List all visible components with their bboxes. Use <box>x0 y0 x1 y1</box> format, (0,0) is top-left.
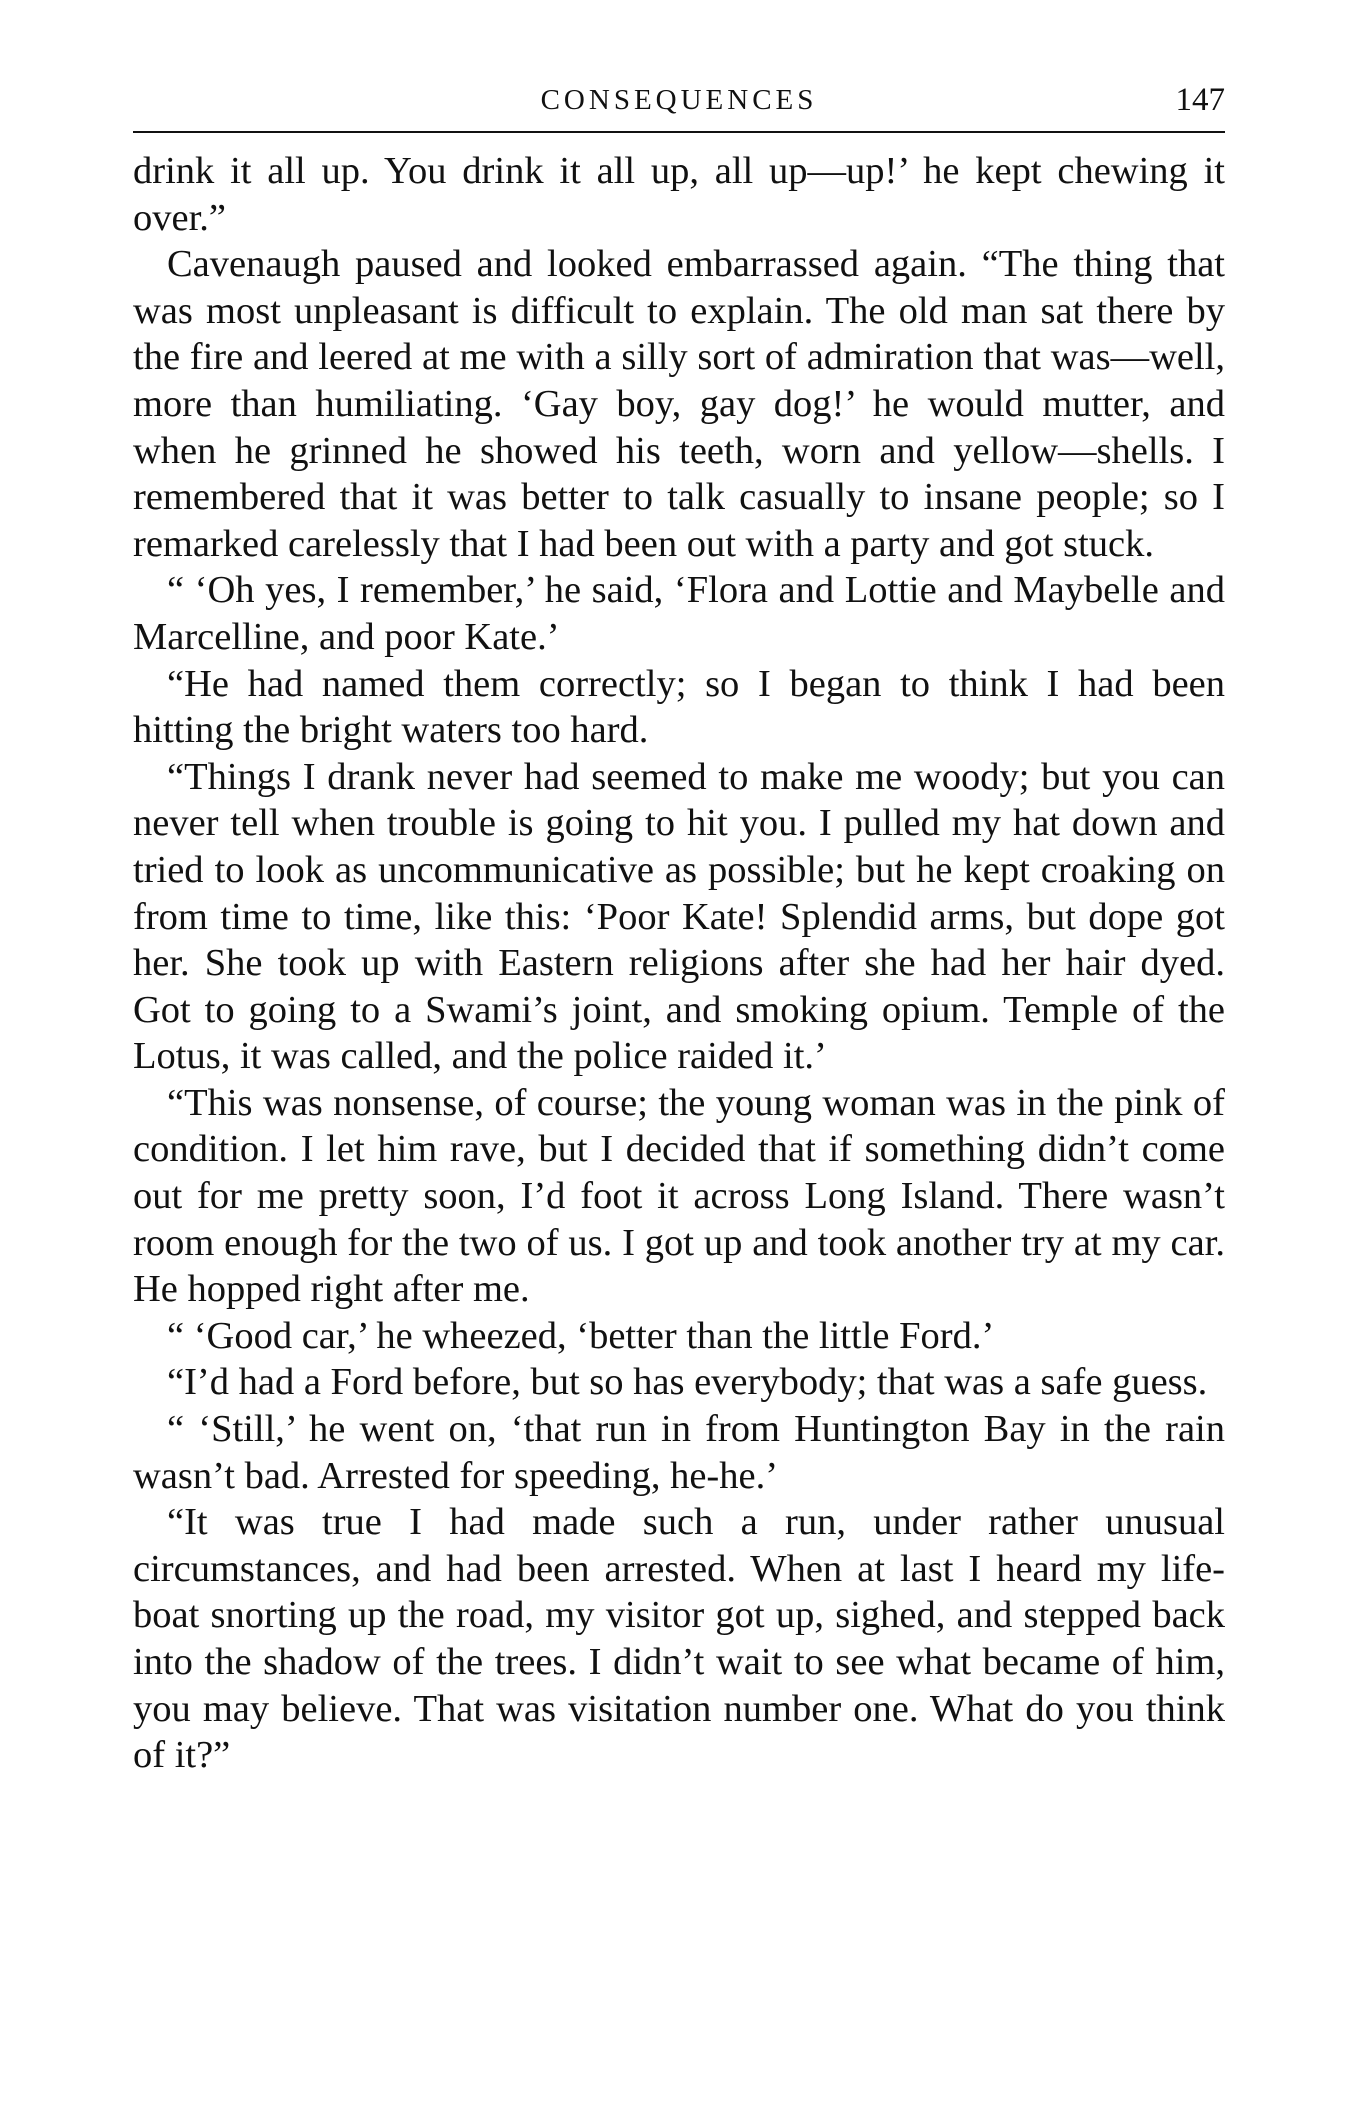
running-head <box>133 80 1225 128</box>
page-number: 147 <box>1175 82 1225 118</box>
paragraph: “ ‘Still,’ he went on, ‘that run in from Huntington Bay in the rain wasn’t bad. Arrested for speeding, he-he.’ <box>133 1408 1225 1497</box>
paragraph: “ ‘Oh yes, I remember,’ he said, ‘Flora and Lottie and Maybelle and Marcelline, and poor Kate.’ <box>133 569 1225 658</box>
paragraph: Cavenaugh paused and looked embarrassed again. “The thing that was most unpleasant is difficult to explain. The old man sat there by the fire and leered at me with a silly sort of admiration that was—well, more than humiliating. ‘Gay boy, gay dog!’ he would mutter, and when he grinned he showed his teeth, worn and yellow—shells. I remembered that it was better to talk casually to insane people; so I remarked carelessly that I had been out with a party and got stuck. <box>133 243 1225 565</box>
paragraph: “He had named them correctly; so I began to think I had been hitting the bright waters too hard. <box>133 662 1225 752</box>
paragraph: “ ‘Good car,’ he wheezed, ‘better than the little Ford.’ <box>167 1314 995 1357</box>
paragraph: “It was true I had made such a run, under rather unusual circumstances, and had been arrested. When at last I heard my life-boat snorting up the road, my visitor got up, sighed, and stepped back into the shadow of the trees. I didn’t wait to see what became of him, you may believe. That was visitation number one. What do you think of it?” <box>133 1501 1225 1777</box>
paragraph: “This was nonsense, of course; the young woman was in the pink of condition. I let him rave, but I decided that if something didn’t come out for me pretty soon, I’d foot it across Long Island. There wasn’t room enough for the two of us. I got up and took another try at my car. He hopped right after me. <box>133 1081 1225 1311</box>
paragraph: drink it all up. You drink it all up, all up—up!’ he kept chewing it over.” <box>133 150 1225 239</box>
header-rule <box>133 131 1225 133</box>
paragraph: “I’d had a Ford before, but so has everybody; that was a safe guess. <box>167 1361 1208 1404</box>
running-title: CONSEQUENCES <box>540 84 818 116</box>
paragraph: “Things I drank never had seemed to make me woody; but you can never tell when trouble is going to hit you. I pulled my hat down and tried to look as uncommunicative as possible; but he kept croaking on from time to time, like this: ‘Poor Kate! Splendid arms, but dope got her. She took up with Eastern religions after she had her hair dyed. Got to going to a Swami’s joint, and smoking opium. Temple of the Lotus, it was called, and the police raided it.’ <box>133 755 1225 1078</box>
body-text <box>133 148 1225 1779</box>
